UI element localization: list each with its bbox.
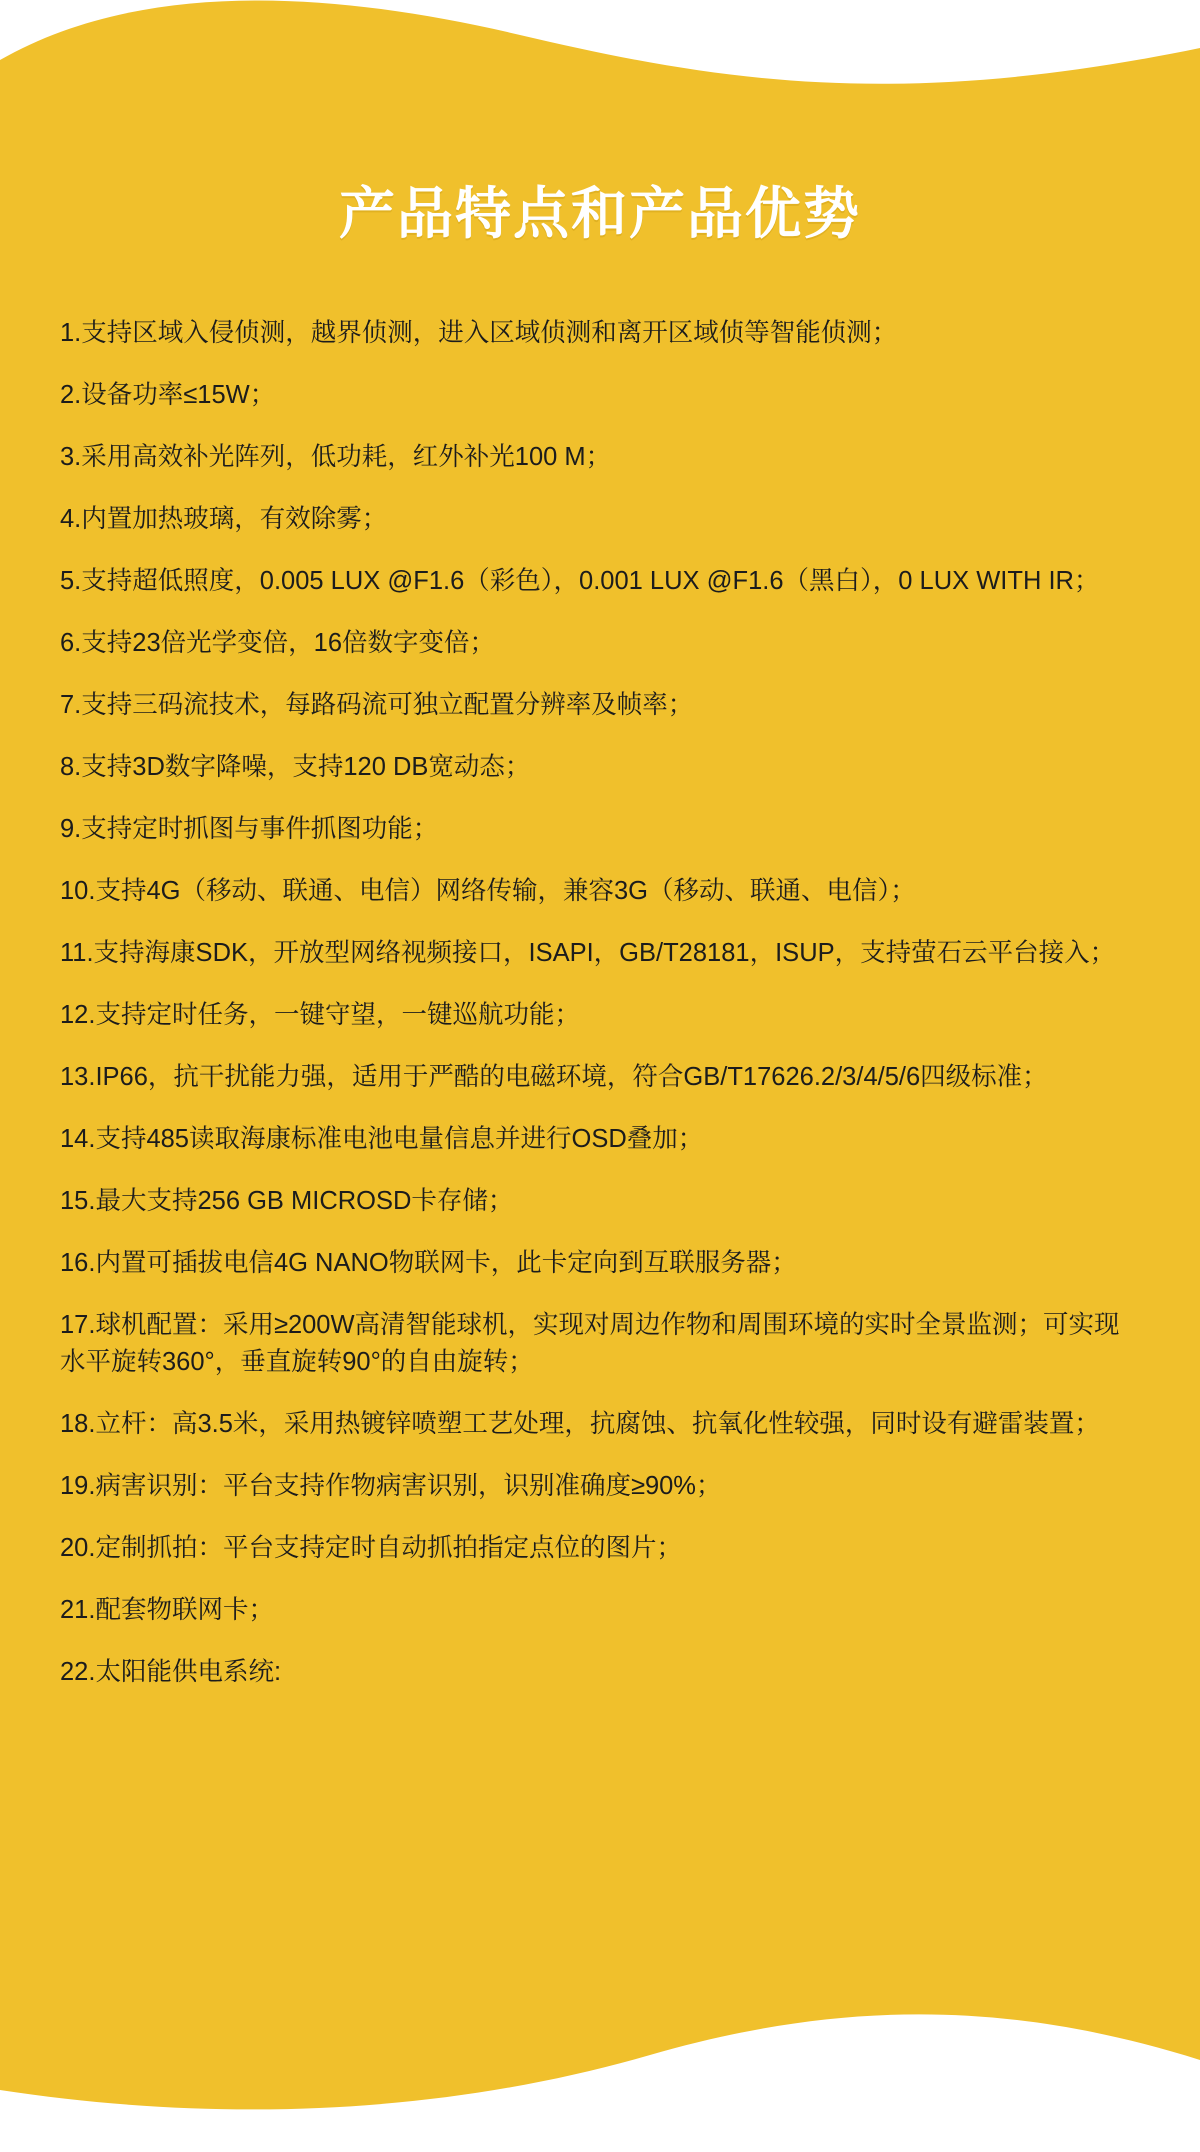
list-item: 4.内置加热玻璃，有效除雾； [60, 505, 388, 533]
list-item: 15.最大支持256 GB MICROSD卡存储； [60, 1187, 514, 1215]
list-item: 2.设备功率≤15W； [60, 381, 276, 409]
list-item: 18.立杆：高3.5米，采用热镀锌喷塑工艺处理，抗腐蚀、抗氧化性较强，同时设有避雷装置； [60, 1410, 1100, 1438]
list-item: 19.病害识别：平台支持作物病害识别，识别准确度≥90%； [60, 1472, 722, 1500]
list-item: 3.采用高效补光阵列，低功耗，红外补光100 M； [60, 443, 612, 471]
list-item: 5.支持超低照度，0.005 LUX @F1.6（彩色），0.001 LUX @F1.6（黑白），0 LUX WITH IR； [60, 567, 1100, 595]
list-item: 20.定制抓拍：平台支持定时自动抓拍指定点位的图片； [60, 1534, 682, 1562]
list-item: 16.内置可插拔电信4G NANO物联网卡，此卡定向到互联服务器； [60, 1249, 797, 1277]
list-item: 14.支持485读取海康标准电池电量信息并进行OSD叠加； [60, 1125, 704, 1153]
list-item: 13.IP66，抗干扰能力强，适用于严酷的电磁环境，符合GB/T17626.2/3/4/5/6四级标准； [60, 1063, 1048, 1091]
list-item: 21.配套物联网卡； [60, 1596, 274, 1624]
list-item: 9.支持定时抓图与事件抓图功能； [60, 815, 439, 843]
list-item: 7.支持三码流技术，每路码流可独立配置分辨率及帧率； [60, 691, 694, 719]
list-item: 6.支持23倍光学变倍，16倍数字变倍； [60, 629, 495, 657]
page-title: 产品特点和产品优势 [339, 182, 861, 245]
list-item: 11.支持海康SDK，开放型网络视频接口，ISAPI，GB/T28181，ISUP，支持萤石云平台接入； [60, 939, 1116, 967]
list-item: 17.球机配置：采用≥200W高清智能球机，实现对周边作物和周围环境的实时全景监测；可实现水平旋转360°，垂直旋转90°的自由旋转； [60, 1311, 1120, 1376]
list-item: 10.支持4G（移动、联通、电信）网络传输，兼容3G（移动、联通、电信）； [60, 877, 916, 905]
list-item: 22.太阳能供电系统: [60, 1658, 282, 1686]
list-item: 12.支持定时任务，一键守望，一键巡航功能； [60, 1001, 580, 1029]
list-item: 1.支持区域入侵侦测，越界侦测，进入区域侦测和离开区域侦等智能侦测； [60, 319, 898, 347]
list-item: 8.支持3D数字降噪，支持120 DB宽动态； [60, 753, 531, 781]
feature-list [60, 315, 1142, 1691]
